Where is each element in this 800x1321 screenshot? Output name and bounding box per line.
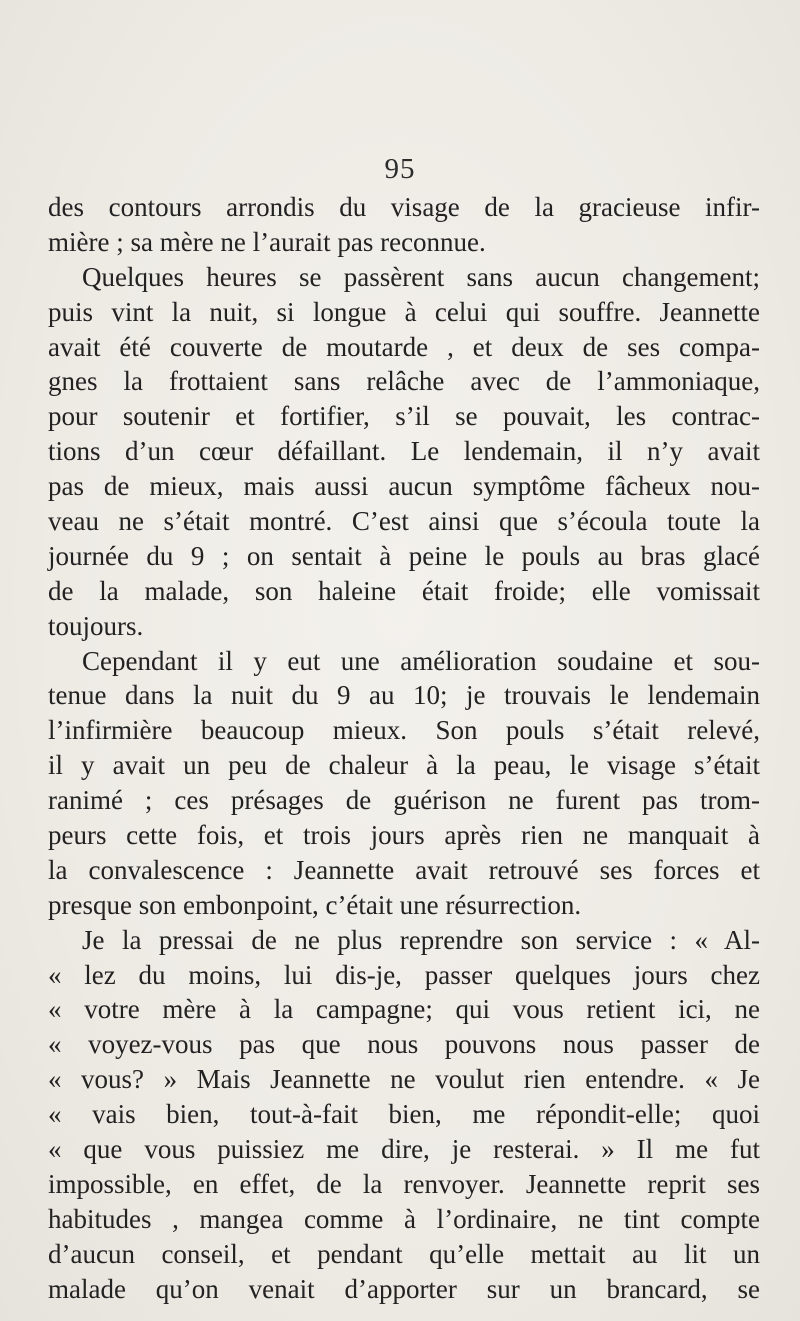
text-line: mière ; sa mère ne l’aurait pas reconnue. <box>48 226 486 257</box>
text-line: d’aucun conseil, et pendant qu’elle mettait au lit un <box>48 1238 760 1269</box>
text-line: « voyez-vous pas que nous pouvons nous passer de <box>48 1029 760 1060</box>
text-line: habitudes , mangea comme à l’ordinaire, ne tint compte <box>48 1203 760 1234</box>
text-line: « lez du moins, lui dis-je, passer quelques jours chez <box>48 959 760 990</box>
text-line: journée du 9 ; on sentait à peine le pouls au bras glacé <box>48 540 760 571</box>
text-line: malade qu’on venait d’apporter sur un brancard, se <box>48 1273 760 1304</box>
text-line: Je la pressai de ne plus reprendre son service : « Al- <box>82 924 760 955</box>
text-line: la convalescence : Jeannette avait retrouvé ses forces et <box>48 854 760 885</box>
text-line: impossible, en effet, de la renvoyer. Jeannette reprit ses <box>48 1168 760 1199</box>
text-line: Quelques heures se passèrent sans aucun changement; <box>82 261 760 292</box>
text-line: des contours arrondis du visage de la gracieuse infir- <box>48 192 760 222</box>
text-line: « votre mère à la campagne; qui vous retient ici, ne <box>48 994 760 1025</box>
text-line: pas de mieux, mais aussi aucun symptôme fâcheux nou- <box>48 471 760 502</box>
text-line: « que vous puissiez me dire, je resterai. » Il me fut <box>48 1134 760 1165</box>
text-line: Cependant il y eut une amélioration soudaine et sou- <box>82 645 760 676</box>
text-line: presque son embonpoint, c’était une résurrection. <box>48 889 582 920</box>
text-line: tions d’un cœur défaillant. Le lendemain, il n’y avait <box>48 436 760 467</box>
text-line: pour soutenir et fortifier, s’il se pouvait, les contrac- <box>48 401 760 432</box>
text-line: « vais bien, tout-à-fait bien, me répondit-elle; quoi <box>48 1099 760 1130</box>
text-line: avait été couverte de moutarde , et deux de ses compa- <box>48 331 760 362</box>
text-line: peurs cette fois, et trois jours après rien ne manquait à <box>48 820 760 851</box>
text-line: puis vint la nuit, si longue à celui qui souffre. Jeannette <box>48 296 760 327</box>
text-line: tenue dans la nuit du 9 au 10; je trouvais le lendemain <box>48 680 760 711</box>
text-line: « vous? » Mais Jeannette ne voulut rien entendre. « Je <box>48 1064 760 1095</box>
text-line: il y avait un peu de chaleur à la peau, le visage s’était <box>48 750 760 781</box>
text-line: ranimé ; ces présages de guérison ne furent pas trom- <box>48 785 760 816</box>
body-text <box>48 190 760 1307</box>
text-line: l’infirmière beaucoup mieux. Son pouls s’était relevé, <box>48 715 760 746</box>
text-line: gnes la frottaient sans relâche avec de l’ammoniaque, <box>48 366 760 397</box>
page-number: 95 <box>384 153 416 185</box>
text-line: veau ne s’était montré. C’est ainsi que s’écoula toute la <box>48 506 760 537</box>
text-line: de la malade, son haleine était froide; elle vomissait <box>48 575 760 606</box>
text-line: toujours. <box>48 610 144 641</box>
